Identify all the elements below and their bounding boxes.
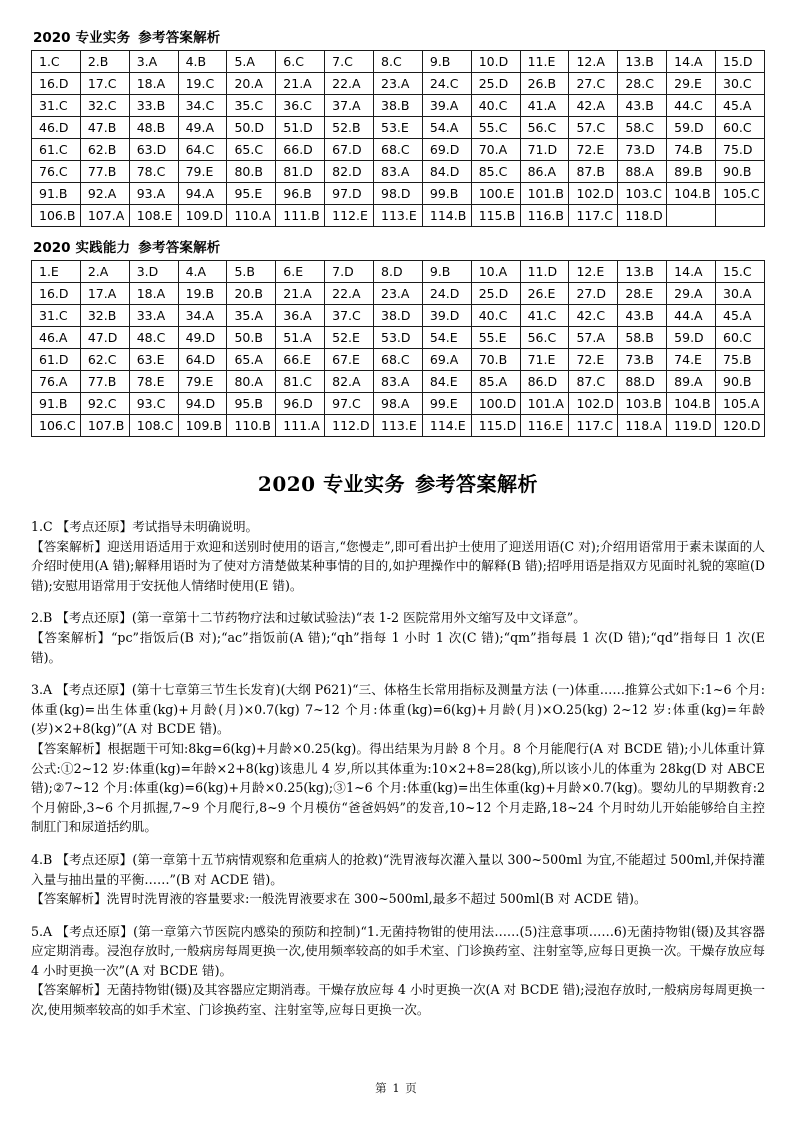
explanation-item: [31, 517, 765, 595]
answer-grid-row: [32, 261, 765, 283]
answer-cell: 70.A: [471, 139, 520, 161]
answer-cell: 55.C: [471, 117, 520, 139]
answer-cell: 81.D: [276, 161, 325, 183]
answer-cell: 96.B: [276, 183, 325, 205]
answer-cell: 10.D: [471, 51, 520, 73]
page-title-subject: 专业实务: [323, 472, 406, 496]
answer-cell: 64.C: [178, 139, 227, 161]
answer-cell: 78.C: [129, 161, 178, 183]
answer-cell: 5.A: [227, 51, 276, 73]
answer-grid-row: [32, 161, 765, 183]
explanation-source-line: 2.B 【考点还原】(第一章第十二节药物疗法和过敏试验法)“表 1-2 医院常用外文缩写及中文译意”。: [31, 610, 586, 626]
answer-cell: 30.C: [716, 73, 765, 95]
explanation-item: [31, 680, 765, 837]
explanation-source-line: 5.A 【考点还原】(第一章第六节医院内感染的预防和控制)“1.无菌持物钳的使用法……(5)注意事项……6)无菌持物钳(镊)及其容器应定期消毒。浸泡存放时,一般病房每周更换一次,使用频率较高的如手术室、门诊换药室、注射室等,应每日更换一次。干燥存放应每 4 小时更换一次”(A 对 BCDE 错)。: [31, 923, 765, 978]
answer-cell: 116.E: [520, 415, 569, 437]
answer-cell: 90.B: [716, 371, 765, 393]
answer-cell: 102.D: [569, 393, 618, 415]
answer-cell: 117.C: [569, 415, 618, 437]
answer-cell: 89.B: [667, 161, 716, 183]
answer-cell: 27.C: [569, 73, 618, 95]
explanation-source-line: 4.B 【考点还原】(第一章第十五节病情观察和危重病人的抢救)“洗胃液每次灌入量以 300~500ml 为宜,不能超过 500ml,并保持灌入量与抽出量的平衡……”(B 对 ACDE 错)。: [31, 851, 765, 887]
answer-cell: 5.B: [227, 261, 276, 283]
answer-cell: 21.A: [276, 283, 325, 305]
answer-cell: 91.B: [32, 183, 81, 205]
answer-cell: 51.D: [276, 117, 325, 139]
answer-cell: 53.E: [374, 117, 423, 139]
answer-cell: 107.B: [80, 415, 129, 437]
answer-cell: 59.D: [667, 327, 716, 349]
answer-cell: 33.A: [129, 305, 178, 327]
answer-grid-row: [32, 283, 765, 305]
answer-cell: 71.D: [520, 139, 569, 161]
answer-cell-empty: [667, 205, 716, 227]
answer-grid-row: [32, 393, 765, 415]
answer-cell: 1.C: [32, 51, 81, 73]
answer-cell: 50.D: [227, 117, 276, 139]
answer-cell: 9.B: [422, 261, 471, 283]
answer-cell: 18.A: [129, 283, 178, 305]
answer-cell: 65.A: [227, 349, 276, 371]
explanation-list: [31, 517, 765, 1020]
answer-cell: 23.A: [374, 283, 423, 305]
answer-cell: 58.C: [618, 117, 667, 139]
explanation-analysis-line: 【答案解析】迎送用语适用于欢迎和送别时使用的语言,“您慢走”,即可看出护士使用了迎送用语(C 对);介绍用语常用于素未谋面的人介绍时使用(A 错);解释用语时为了使对方清楚做某种事情的目的,如护理操作中的解释(B 错);招呼用语是指双方见面时礼貌的寒暄(D 错);安慰用语常用于安抚他人情绪时使用(E 错)。: [31, 538, 765, 593]
answer-cell: 43.B: [618, 305, 667, 327]
answer-cell: 54.E: [422, 327, 471, 349]
answer-sheet-heading-suffix: 参考答案解析: [138, 30, 221, 46]
answer-cell: 61.C: [32, 139, 81, 161]
answer-cell: 74.E: [667, 349, 716, 371]
answer-cell: 57.C: [569, 117, 618, 139]
answer-grid-professional-practice: [31, 50, 765, 227]
answer-cell: 79.E: [178, 161, 227, 183]
answer-cell: 68.C: [374, 139, 423, 161]
answer-cell: 100.E: [471, 183, 520, 205]
answer-cell: 74.B: [667, 139, 716, 161]
answer-cell: 7.D: [325, 261, 374, 283]
answer-cell: 84.E: [422, 371, 471, 393]
answer-cell: 40.C: [471, 95, 520, 117]
answer-cell: 107.A: [80, 205, 129, 227]
answer-cell: 49.A: [178, 117, 227, 139]
answer-cell: 46.D: [32, 117, 81, 139]
answer-cell: 69.A: [422, 349, 471, 371]
answer-grid-row: [32, 371, 765, 393]
answer-cell: 114.E: [422, 415, 471, 437]
answer-grid-body: [32, 51, 765, 227]
answer-cell: 31.C: [32, 305, 81, 327]
answer-cell: 85.C: [471, 161, 520, 183]
answer-cell: 42.A: [569, 95, 618, 117]
answer-cell: 54.A: [422, 117, 471, 139]
answer-cell: 28.C: [618, 73, 667, 95]
answer-cell: 66.D: [276, 139, 325, 161]
page-title-suffix: 参考答案解析: [415, 472, 539, 496]
answer-cell: 71.E: [520, 349, 569, 371]
answer-grid-row: [32, 95, 765, 117]
answer-cell: 45.A: [716, 305, 765, 327]
answer-cell: 35.A: [227, 305, 276, 327]
answer-grid-row: [32, 117, 765, 139]
answer-cell: 33.B: [129, 95, 178, 117]
answer-grid-row: [32, 73, 765, 95]
answer-cell: 15.D: [716, 51, 765, 73]
answer-cell: 27.D: [569, 283, 618, 305]
answer-cell: 47.D: [80, 327, 129, 349]
answer-cell: 53.D: [374, 327, 423, 349]
answer-cell: 34.C: [178, 95, 227, 117]
answer-cell: 108.E: [129, 205, 178, 227]
answer-cell: 15.C: [716, 261, 765, 283]
answer-cell: 84.D: [422, 161, 471, 183]
answer-cell: 101.A: [520, 393, 569, 415]
answer-cell: 73.B: [618, 349, 667, 371]
answer-cell: 38.B: [374, 95, 423, 117]
answer-cell: 6.E: [276, 261, 325, 283]
answer-cell: 26.E: [520, 283, 569, 305]
answer-cell: 88.D: [618, 371, 667, 393]
answer-cell: 3.A: [129, 51, 178, 73]
answer-cell: 99.E: [422, 393, 471, 415]
answer-cell: 9.B: [422, 51, 471, 73]
answer-cell: 25.D: [471, 283, 520, 305]
answer-cell: 14.A: [667, 261, 716, 283]
answer-cell: 12.A: [569, 51, 618, 73]
answer-cell: 62.C: [80, 349, 129, 371]
answer-cell: 118.A: [618, 415, 667, 437]
answer-sheet-heading-year: 2020: [33, 240, 71, 256]
answer-cell: 36.C: [276, 95, 325, 117]
answer-cell: 32.B: [80, 305, 129, 327]
answer-cell: 7.C: [325, 51, 374, 73]
answer-cell: 36.A: [276, 305, 325, 327]
answer-cell: 100.D: [471, 393, 520, 415]
answer-cell: 97.C: [325, 393, 374, 415]
answer-cell: 96.D: [276, 393, 325, 415]
answer-cell: 106.B: [32, 205, 81, 227]
answer-cell: 98.A: [374, 393, 423, 415]
answer-cell: 105.C: [716, 183, 765, 205]
explanation-analysis-line: 【答案解析】根据题干可知:8kg=6(kg)+月龄×0.25(kg)。得出结果为月龄 8 个月。8 个月能爬行(A 对 BCDE 错);小儿体重计算公式:①2~12 岁:体重(kg)=年龄×2+8(kg)该患儿 4 岁,所以其体重为:10×2+8=28(kg),所以该小儿的体重为 28kg(D 对 ABCE 错);②7~12 个月:体重(kg)=6(kg)+月龄×0.25(kg);③1~6 个月:体重(kg)=出生体重(kg)+月龄×0.7(kg)。婴幼儿的早期教育:2 个月俯卧,3~6 个月抓握,7~9 个月爬行,8~9 个月模仿“爸爸妈妈”的发音,10~12 个月走路,18~24 个月时幼儿开始能够给自主控制肛门和尿道括约肌。: [31, 740, 765, 835]
answer-sheet-practical-ability: [31, 240, 765, 437]
answer-cell: 11.E: [520, 51, 569, 73]
answer-cell: 66.E: [276, 349, 325, 371]
answer-cell: 60.C: [716, 117, 765, 139]
answer-cell: 90.B: [716, 161, 765, 183]
answer-grid-row: [32, 305, 765, 327]
explanation-item: [31, 608, 765, 667]
answer-cell: 39.A: [422, 95, 471, 117]
answer-cell: 52.B: [325, 117, 374, 139]
answer-cell: 19.C: [178, 73, 227, 95]
answer-cell: 94.D: [178, 393, 227, 415]
answer-cell: 11.D: [520, 261, 569, 283]
answer-cell: 85.A: [471, 371, 520, 393]
answer-cell: 72.E: [569, 349, 618, 371]
answer-sheet-heading-suffix: 参考答案解析: [138, 240, 221, 256]
answer-cell: 60.C: [716, 327, 765, 349]
answer-grid-row: [32, 327, 765, 349]
answer-sheet-heading-subject: 实践能力: [75, 240, 131, 256]
answer-cell: 3.D: [129, 261, 178, 283]
answer-cell: 81.C: [276, 371, 325, 393]
answer-cell: 20.B: [227, 283, 276, 305]
answer-cell: 93.A: [129, 183, 178, 205]
answer-cell: 88.A: [618, 161, 667, 183]
answer-cell: 21.A: [276, 73, 325, 95]
answer-grid-row: [32, 51, 765, 73]
answer-cell: 13.B: [618, 261, 667, 283]
explanation-item: [31, 850, 765, 909]
answer-cell: 116.B: [520, 205, 569, 227]
answer-cell: 112.E: [325, 205, 374, 227]
answer-cell: 49.D: [178, 327, 227, 349]
answer-cell: 6.C: [276, 51, 325, 73]
answer-cell: 18.A: [129, 73, 178, 95]
answer-cell: 1.E: [32, 261, 81, 283]
answer-cell: 63.E: [129, 349, 178, 371]
answer-cell: 17.A: [80, 283, 129, 305]
answer-cell: 32.C: [80, 95, 129, 117]
answer-cell: 101.B: [520, 183, 569, 205]
answer-cell: 115.D: [471, 415, 520, 437]
answer-cell: 112.D: [325, 415, 374, 437]
answer-cell: 62.B: [80, 139, 129, 161]
answer-grid-practical-ability: [31, 260, 765, 437]
answer-cell: 104.B: [667, 393, 716, 415]
answer-cell: 22.A: [325, 283, 374, 305]
answer-cell: 119.D: [667, 415, 716, 437]
answer-cell: 4.A: [178, 261, 227, 283]
answer-cell: 44.A: [667, 305, 716, 327]
answer-cell: 94.A: [178, 183, 227, 205]
answer-grid-row: [32, 349, 765, 371]
answer-cell: 45.A: [716, 95, 765, 117]
answer-sheet-heading-year: 2020: [33, 30, 71, 46]
answer-cell: 109.D: [178, 205, 227, 227]
answer-cell: 76.A: [32, 371, 81, 393]
answer-cell: 92.C: [80, 393, 129, 415]
answer-cell: 30.A: [716, 283, 765, 305]
answer-grid-row: [32, 415, 765, 437]
answer-cell: 105.A: [716, 393, 765, 415]
answer-cell: 29.E: [667, 73, 716, 95]
answer-cell: 64.D: [178, 349, 227, 371]
answer-cell: 110.B: [227, 415, 276, 437]
answer-cell: 24.C: [422, 73, 471, 95]
answer-cell: 77.B: [80, 161, 129, 183]
answer-cell-empty: [716, 205, 765, 227]
answer-grid-row: [32, 183, 765, 205]
answer-cell: 120.D: [716, 415, 765, 437]
answer-cell: 8.C: [374, 51, 423, 73]
page-title-year: 2020: [257, 472, 316, 496]
answer-cell: 67.D: [325, 139, 374, 161]
answer-cell: 80.A: [227, 371, 276, 393]
answer-cell: 10.A: [471, 261, 520, 283]
answer-cell: 48.C: [129, 327, 178, 349]
answer-cell: 99.B: [422, 183, 471, 205]
answer-cell: 115.B: [471, 205, 520, 227]
answer-cell: 86.A: [520, 161, 569, 183]
answer-cell: 89.A: [667, 371, 716, 393]
answer-grid-row: [32, 205, 765, 227]
explanation-item: [31, 922, 765, 1020]
answer-cell: 16.D: [32, 73, 81, 95]
answer-cell: 73.D: [618, 139, 667, 161]
answer-cell: 39.D: [422, 305, 471, 327]
answer-cell: 75.D: [716, 139, 765, 161]
answer-grid-row: [32, 139, 765, 161]
answer-cell: 95.E: [227, 183, 276, 205]
answer-cell: 75.B: [716, 349, 765, 371]
answer-cell: 111.A: [276, 415, 325, 437]
explanation-analysis-line: 【答案解析】“pc”指饭后(B 对);“ac”指饭前(A 错);“qh”指每 1 小时 1 次(C 错);“qm”指每晨 1 次(D 错);“qd”指每日 1 次(E 错)。: [31, 629, 765, 665]
page-footer: 第 1 页: [375, 1081, 418, 1095]
answer-cell: 108.C: [129, 415, 178, 437]
answer-cell: 43.B: [618, 95, 667, 117]
answer-cell: 56.C: [520, 327, 569, 349]
answer-cell: 95.B: [227, 393, 276, 415]
answer-cell: 50.B: [227, 327, 276, 349]
answer-cell: 47.B: [80, 117, 129, 139]
answer-cell: 12.E: [569, 261, 618, 283]
answer-cell: 58.B: [618, 327, 667, 349]
answer-cell: 106.C: [32, 415, 81, 437]
answer-sheet-heading: [33, 240, 765, 257]
answer-cell: 8.D: [374, 261, 423, 283]
answer-cell: 24.D: [422, 283, 471, 305]
answer-cell: 61.D: [32, 349, 81, 371]
answer-cell: 83.A: [374, 371, 423, 393]
answer-cell: 40.C: [471, 305, 520, 327]
answer-cell: 118.D: [618, 205, 667, 227]
answer-cell: 102.D: [569, 183, 618, 205]
answer-cell: 55.E: [471, 327, 520, 349]
answer-cell: 2.B: [80, 51, 129, 73]
answer-cell: 91.B: [32, 393, 81, 415]
answer-cell: 79.E: [178, 371, 227, 393]
answer-cell: 19.B: [178, 283, 227, 305]
answer-cell: 87.B: [569, 161, 618, 183]
answer-cell: 23.A: [374, 73, 423, 95]
answer-cell: 98.D: [374, 183, 423, 205]
answer-cell: 68.C: [374, 349, 423, 371]
answer-cell: 113.E: [374, 205, 423, 227]
answer-cell: 67.E: [325, 349, 374, 371]
answer-cell: 86.D: [520, 371, 569, 393]
answer-cell: 57.A: [569, 327, 618, 349]
answer-cell: 46.A: [32, 327, 81, 349]
answer-cell: 76.C: [32, 161, 81, 183]
answer-cell: 52.E: [325, 327, 374, 349]
answer-cell: 42.C: [569, 305, 618, 327]
answer-cell: 4.B: [178, 51, 227, 73]
answer-cell: 97.D: [325, 183, 374, 205]
answer-cell: 59.D: [667, 117, 716, 139]
answer-cell: 77.B: [80, 371, 129, 393]
answer-cell: 31.C: [32, 95, 81, 117]
answer-cell: 37.C: [325, 305, 374, 327]
answer-cell: 22.A: [325, 73, 374, 95]
answer-cell: 26.B: [520, 73, 569, 95]
answer-cell: 34.A: [178, 305, 227, 327]
answer-cell: 2.A: [80, 261, 129, 283]
answer-cell: 92.A: [80, 183, 129, 205]
answer-cell: 14.A: [667, 51, 716, 73]
explanation-source-line: 3.A 【考点还原】(第十七章第三节生长发育)(大纲 P621)“三、体格生长常用指标及测量方法 (一)体重……推算公式如下:1~6 个月:体重(kg)=出生体重(kg)+月龄(月)×0.7(kg) 7~12 个月:体重(kg)=6(kg)+月龄(月)×O.25(kg) 2~12 岁:体重(kg)=年龄(岁)×2+8(kg)”(A 对 BCDE 错)。: [31, 682, 765, 737]
answer-cell: 78.E: [129, 371, 178, 393]
answer-cell: 63.D: [129, 139, 178, 161]
answer-sheet-heading-subject: 专业实务: [75, 30, 131, 46]
answer-cell: 16.D: [32, 283, 81, 305]
answer-cell: 69.D: [422, 139, 471, 161]
answer-cell: 48.B: [129, 117, 178, 139]
answer-cell: 87.C: [569, 371, 618, 393]
answer-cell: 83.A: [374, 161, 423, 183]
answer-cell: 13.B: [618, 51, 667, 73]
answer-cell: 117.C: [569, 205, 618, 227]
answer-cell: 82.D: [325, 161, 374, 183]
answer-cell: 93.C: [129, 393, 178, 415]
page-title: [31, 471, 765, 497]
answer-cell: 104.B: [667, 183, 716, 205]
answer-sheet-heading: [33, 30, 765, 47]
answer-cell: 38.D: [374, 305, 423, 327]
answer-cell: 113.E: [374, 415, 423, 437]
explanation-analysis-line: 【答案解析】洗胃时洗胃液的容量要求:一般洗胃液要求在 300~500ml,最多不超过 500ml(B 对 ACDE 错)。: [31, 891, 647, 907]
answer-cell: 103.C: [618, 183, 667, 205]
answer-cell: 72.E: [569, 139, 618, 161]
answer-sheet-professional-practice: [31, 30, 765, 227]
answer-cell: 20.A: [227, 73, 276, 95]
answer-cell: 110.A: [227, 205, 276, 227]
answer-cell: 103.B: [618, 393, 667, 415]
answer-cell: 37.A: [325, 95, 374, 117]
answer-cell: 56.C: [520, 117, 569, 139]
answer-cell: 51.A: [276, 327, 325, 349]
answer-grid-body: [32, 261, 765, 437]
answer-cell: 109.B: [178, 415, 227, 437]
explanation-analysis-line: 【答案解析】无菌持物钳(镊)及其容器应定期消毒。干燥存放应每 4 小时更换一次(A 对 BCDE 错);浸泡存放时,一般病房每周更换一次,使用频率较高的如手术室、门诊换药室、注射室等,应每日更换一次。: [31, 982, 765, 1018]
answer-cell: 70.B: [471, 349, 520, 371]
answer-cell: 17.C: [80, 73, 129, 95]
explanation-source-line: 1.C 【考点还原】考试指导未明确说明。: [31, 519, 259, 534]
answer-cell: 35.C: [227, 95, 276, 117]
answer-cell: 41.A: [520, 95, 569, 117]
answer-cell: 114.B: [422, 205, 471, 227]
answer-cell: 65.C: [227, 139, 276, 161]
answer-cell: 41.C: [520, 305, 569, 327]
answer-cell: 82.A: [325, 371, 374, 393]
answer-cell: 44.C: [667, 95, 716, 117]
answer-cell: 80.B: [227, 161, 276, 183]
answer-cell: 111.B: [276, 205, 325, 227]
answer-cell: 28.E: [618, 283, 667, 305]
answer-cell: 29.A: [667, 283, 716, 305]
answer-cell: 25.D: [471, 73, 520, 95]
